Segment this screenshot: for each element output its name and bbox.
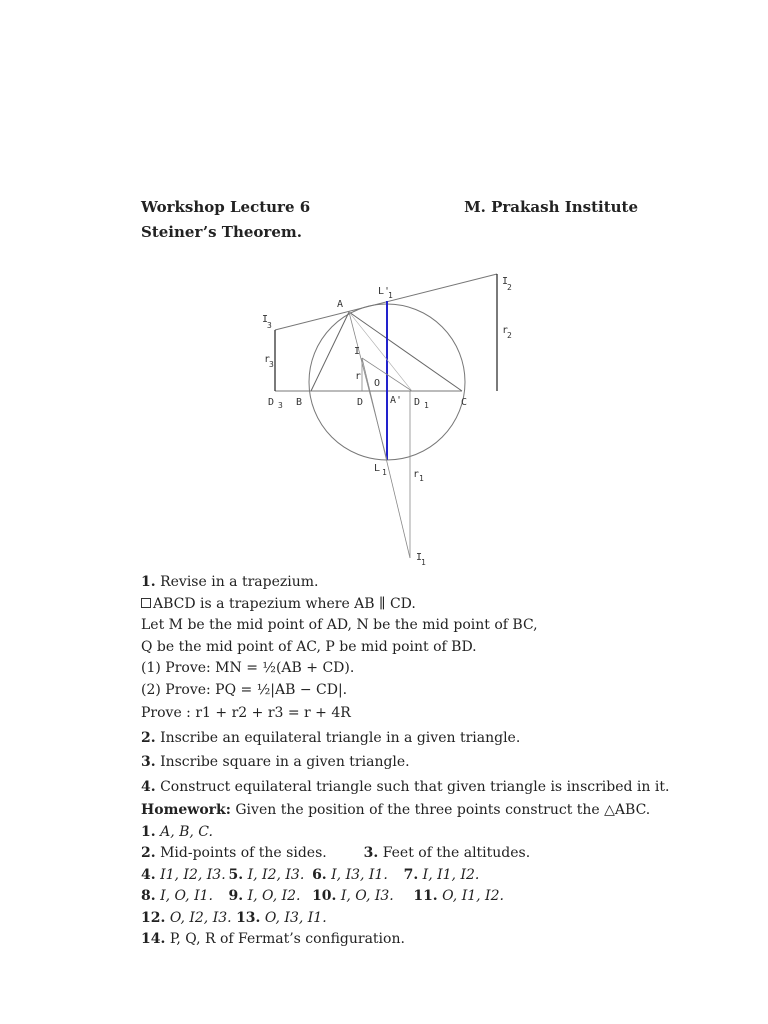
hw-13-number: 13. xyxy=(236,909,261,926)
item-2-text: Inscribe an equilateral triangle in a given triangle. xyxy=(160,729,521,746)
hw-3-text: Feet of the altitudes. xyxy=(382,845,531,861)
label-l1: L xyxy=(374,463,381,474)
hw-row-1 xyxy=(141,822,661,844)
page-subtitle: Steiner’s Theorem. xyxy=(141,223,302,241)
item-4-number: 4. xyxy=(141,778,156,795)
hw-13-text: O, I3, I1. xyxy=(264,909,327,926)
hw-10-text: I, O, I3. xyxy=(340,888,394,904)
label-i1: I xyxy=(416,552,423,563)
item-1 xyxy=(141,572,661,594)
homework-label: Homework: xyxy=(141,802,231,818)
item-2-number: 2. xyxy=(141,729,156,746)
quadrilateral-icon xyxy=(141,598,151,608)
item-3-text: Inscribe square in a given triangle. xyxy=(160,754,410,770)
item-1-line-4: Q be the mid point of AC, P be mid point of BD. xyxy=(141,638,477,655)
label-d1-sub: 1 xyxy=(424,401,429,410)
label-d3-sub: 3 xyxy=(278,401,283,410)
item-3-number: 3. xyxy=(141,754,156,770)
header-left-title: Workshop Lecture 6 xyxy=(141,198,311,216)
item-1-line-2 xyxy=(141,594,661,616)
label-l1prime-sub: 1 xyxy=(388,291,393,300)
hw-4-number: 4. xyxy=(141,866,156,883)
label-l1-sub: 1 xyxy=(382,468,387,477)
item-4-text: Construct equilateral triangle such that given triangle is inscribed in it. xyxy=(160,778,670,795)
header-right-institute: M. Prakash Institute xyxy=(464,198,638,216)
hw-7-text: I, I1, I2. xyxy=(422,866,480,883)
hw-6-text: I, I3, I1. xyxy=(331,866,388,883)
hw-10-number: 10. xyxy=(312,888,337,904)
side-ab xyxy=(311,312,349,391)
label-a: A xyxy=(337,299,344,310)
hw-row-6 xyxy=(141,929,661,951)
hw-5-text: I, I2, I3. xyxy=(247,866,305,883)
label-d1: D xyxy=(414,397,421,408)
item-3 xyxy=(141,752,661,774)
label-r3: r xyxy=(264,354,271,365)
hw-12-text: O, I2, I3. xyxy=(169,909,232,926)
item-1-line-6: (2) Prove: PQ = ½|AB − CD|. xyxy=(141,681,348,698)
prove-line: Prove : r1 + r2 + r3 = r + 4R xyxy=(141,705,351,721)
label-i3-sub: 3 xyxy=(267,321,272,330)
hw-row-4 xyxy=(141,886,661,908)
hw-1-text: A, B, C. xyxy=(160,823,213,840)
problem-list xyxy=(141,572,670,951)
label-d: D xyxy=(357,397,364,408)
homework-heading xyxy=(141,800,661,822)
hw-14-text: P, Q, R of Fermat’s configuration. xyxy=(169,931,405,947)
homework-text: Given the position of the three points construct the △ABC. xyxy=(235,802,651,818)
hw-1-number: 1. xyxy=(141,823,156,840)
label-r1-sub: 1 xyxy=(419,474,424,483)
hw-7-number: 7. xyxy=(403,866,419,883)
label-i2-sub: 2 xyxy=(507,283,512,292)
hw-14-number: 14. xyxy=(141,931,166,947)
hw-8-number: 8. xyxy=(141,888,156,904)
hw-row-3 xyxy=(141,865,661,887)
hw-4-text: I1, I2, I3. xyxy=(160,866,226,883)
label-r2: r xyxy=(502,325,509,336)
label-i: I xyxy=(354,346,361,357)
item-2 xyxy=(141,728,661,750)
label-l1prime: L' xyxy=(378,286,391,297)
hw-3-number: 3. xyxy=(363,845,379,861)
hw-12-number: 12. xyxy=(141,909,166,926)
hw-2-text: Mid-points of the sides. xyxy=(160,845,327,861)
label-i3: I xyxy=(262,314,269,325)
label-r3-sub: 3 xyxy=(269,360,274,369)
hw-9-number: 9. xyxy=(228,888,244,904)
label-aprime: A' xyxy=(390,395,403,406)
hw-row-5 xyxy=(141,908,661,930)
label-b: B xyxy=(296,397,303,408)
label-r: r xyxy=(355,371,362,382)
label-r2-sub: 2 xyxy=(507,331,512,340)
item-1-number: 1. xyxy=(141,574,156,590)
label-c: C xyxy=(461,397,468,408)
hw-2-number: 2. xyxy=(141,845,156,861)
item-1-line-2-text: ABCD is a trapezium where AB ∥ CD. xyxy=(153,595,416,612)
item-1-line-3: Let M be the mid point of AD, N be the mid point of BC, xyxy=(141,617,538,633)
label-i2: I xyxy=(502,276,509,287)
hw-9-text: I, O, I2. xyxy=(247,888,301,904)
label-d3: D xyxy=(268,397,275,408)
item-1-text: Revise in a trapezium. xyxy=(160,574,319,590)
hw-8-text: I, O, I1. xyxy=(160,888,213,904)
label-o: O xyxy=(374,378,381,389)
label-r1: r xyxy=(413,469,420,480)
label-i1-sub: 1 xyxy=(421,558,426,567)
hw-6-number: 6. xyxy=(312,866,327,883)
hw-5-number: 5. xyxy=(228,866,244,883)
hw-11-number: 11. xyxy=(413,888,438,904)
item-1-line-5: (1) Prove: MN = ½(AB + CD). xyxy=(141,660,355,676)
hw-11-text: O, I1, I2. xyxy=(442,888,504,904)
item-4 xyxy=(141,777,670,799)
hw-row-2 xyxy=(141,843,661,865)
